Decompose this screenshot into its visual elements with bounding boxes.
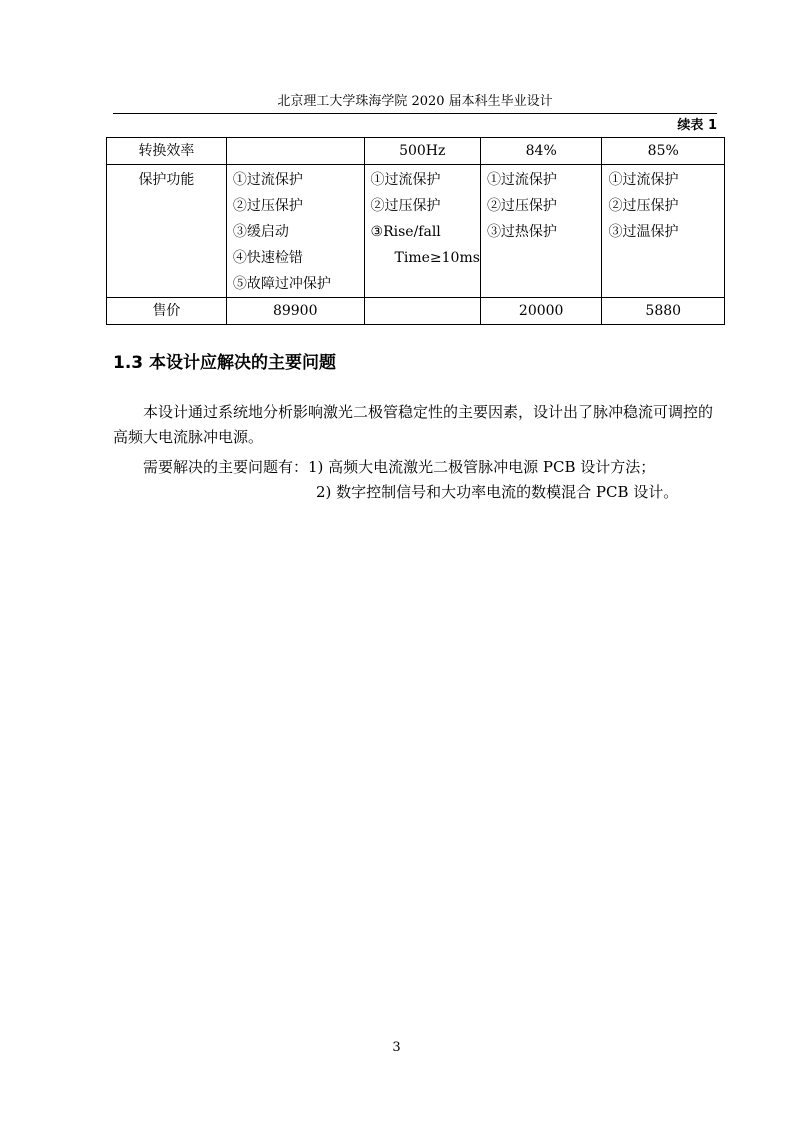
table-cell: 84% <box>480 138 602 165</box>
table-row <box>107 165 725 298</box>
list-item: ③过温保护 <box>608 224 679 240</box>
table-cell: 500Hz <box>364 138 480 165</box>
body-paragraph: 需要解决的主要问题有：1) 高频大电流激光二极管脉冲电源 PCB 设计方法； <box>143 458 656 476</box>
spec-table <box>106 137 725 325</box>
list-item: ②过压保护 <box>608 198 679 214</box>
table-continued-caption: 续表 1 <box>677 118 717 133</box>
list-item: ④快速检错 <box>232 250 303 266</box>
row-label: 保护功能 <box>107 165 227 298</box>
row-label: 售价 <box>107 298 227 325</box>
list-item: ③过热保护 <box>486 224 557 240</box>
table-cell: 85% <box>602 138 725 165</box>
body-paragraph: 2) 数字控制信号和大功率电流的数模混合 PCB 设计。 <box>316 483 679 501</box>
table-cell: 89900 <box>226 298 364 325</box>
table-row <box>107 298 725 325</box>
list-item: ①过流保护 <box>232 172 303 188</box>
table-cell <box>364 298 480 325</box>
list-item: ①过流保护 <box>370 172 441 188</box>
table-row <box>107 138 725 165</box>
table-cell: 5880 <box>602 298 725 325</box>
list-item: ①过流保护 <box>486 172 557 188</box>
table-cell <box>226 138 364 165</box>
page-number: 3 <box>392 1040 401 1055</box>
section-heading: 1.3 本设计应解决的主要问题 <box>113 353 337 373</box>
table-cell <box>226 165 364 298</box>
list-item: ②过压保护 <box>486 198 557 214</box>
table-cell <box>364 165 480 298</box>
row-label: 转换效率 <box>107 138 227 165</box>
table-cell <box>602 165 725 298</box>
list-item: ③Rise/fall <box>370 224 441 240</box>
list-item: ⑤故障过冲保护 <box>232 276 331 292</box>
list-item: ②过压保护 <box>232 198 303 214</box>
page-header: 北京理工大学珠海学院 2020 届本科生毕业设计 <box>113 92 717 114</box>
list-item: ②过压保护 <box>370 198 441 214</box>
list-item: Time≥10ms <box>394 250 480 266</box>
table-cell: 20000 <box>480 298 602 325</box>
table-cell <box>480 165 602 298</box>
body-paragraph: 本设计通过系统地分析影响激光二极管稳定性的主要因素，设计出了脉冲稳流可调控的高频大电流脉冲电源。 <box>113 403 714 446</box>
list-item: ③缓启动 <box>232 224 289 240</box>
list-item: ①过流保护 <box>608 172 679 188</box>
